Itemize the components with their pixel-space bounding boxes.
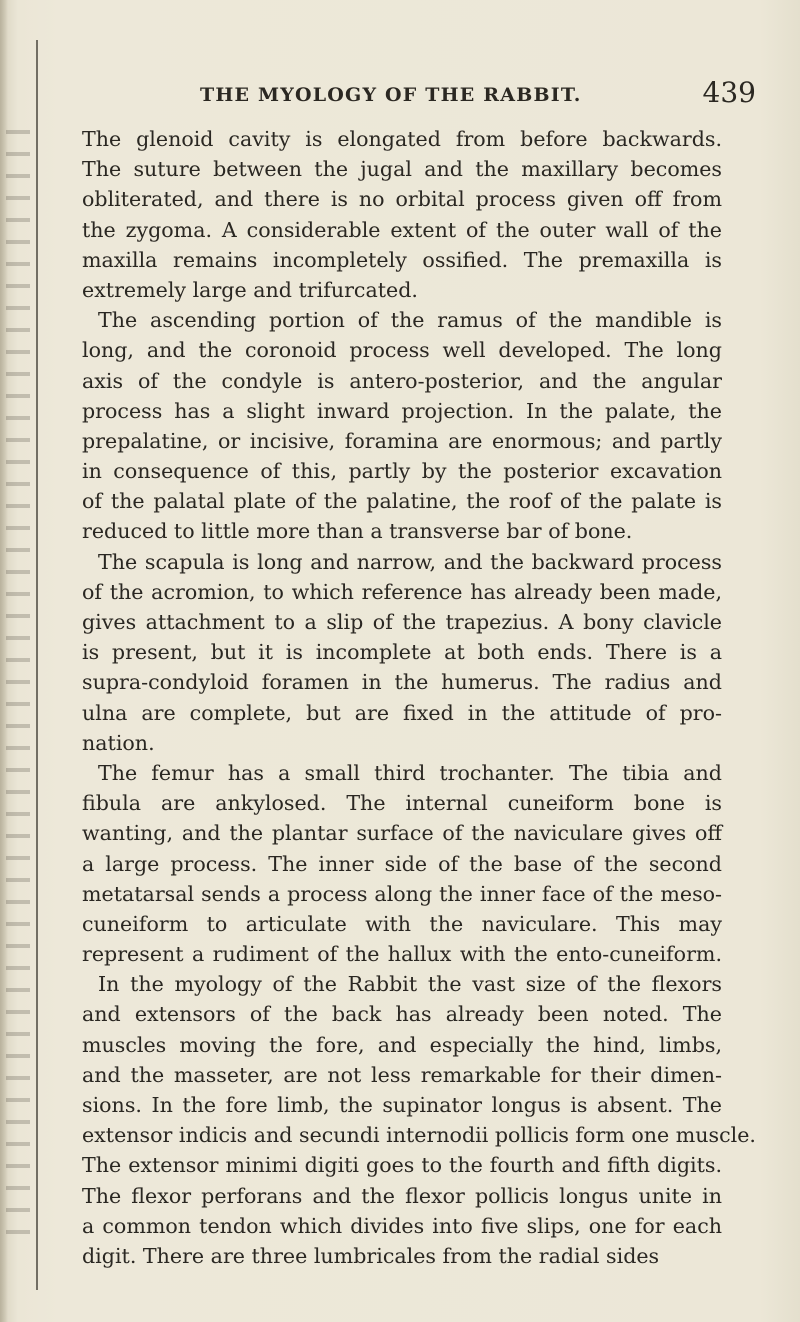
text-line: is present, but it is incomplete at both ends. There is a (82, 640, 722, 665)
text-line: the zygoma. A considerable extent of the outer wall of the (82, 217, 722, 242)
gutter-line (36, 40, 38, 1290)
text-line: nation. (82, 730, 155, 755)
text-line: supra-condyloid foramen in the humerus. The radius and (82, 670, 722, 695)
text-line: axis of the condyle is antero-posterior, and the angular (82, 368, 722, 393)
text-line: In the myology of the Rabbit the vast size of the flexors (98, 972, 722, 997)
text-line: metatarsal sends a process along the inner face of the meso- (82, 881, 722, 906)
text-line: extremely large and trifurcated. (82, 277, 418, 302)
text-line: The suture between the jugal and the maxillary becomes (82, 157, 722, 182)
text-line: cuneiform to articulate with the naviculare. This may (82, 911, 722, 936)
page-number: 439 (702, 76, 756, 109)
text-line: The extensor minimi digiti goes to the fourth and fifth digits. (82, 1153, 722, 1178)
text-line: prepalatine, or incisive, foramina are enormous; and partly (82, 428, 722, 453)
text-line: represent a rudiment of the hallux with the ento-cuneiform. (82, 942, 722, 967)
text-line: in consequence of this, partly by the posterior excavation (82, 459, 722, 484)
text-line: and the masseter, are not less remarkable for their dimen- (82, 1062, 722, 1087)
page-header (60, 76, 756, 118)
text-line: obliterated, and there is no orbital process given off from (82, 187, 722, 212)
facing-page-bleed (6, 130, 30, 1240)
text-line: The flexor perforans and the flexor pollicis longus unite in (82, 1183, 722, 1208)
text-line: The ascending portion of the ramus of the mandible is (98, 308, 722, 333)
text-line: digit. There are three lumbricales from the radial sides (82, 1243, 660, 1268)
text-line: fibula are ankylosed. The internal cuneiform bone is (82, 791, 722, 816)
text-line: and extensors of the back has already been noted. The (82, 1002, 722, 1027)
text-line: The scapula is long and narrow, and the backward process (98, 549, 722, 574)
text-line: maxilla remains incompletely ossified. The premaxilla is (82, 247, 722, 272)
text-line: sions. In the fore limb, the supinator longus is absent. The (82, 1093, 722, 1117)
text-line: of the palatal plate of the palatine, the roof of the palate is (82, 489, 722, 514)
text-line: gives attachment to a slip of the trapezius. A bony clavicle (82, 610, 722, 634)
text-line: ulna are complete, but are fixed in the attitude of pro- (82, 700, 722, 725)
text-line: muscles moving the fore, and especially the hind, limbs, (82, 1032, 722, 1057)
text-line: The glenoid cavity is elongated from before backwards. (82, 127, 722, 151)
text-line: wanting, and the plantar surface of the naviculare gives off (82, 821, 722, 846)
text-line: a large process. The inner side of the base of the second (82, 851, 722, 876)
text-line: The femur has a small third trochanter. The tibia and (98, 760, 722, 785)
text-line: long, and the coronoid process well developed. The long (82, 338, 722, 363)
text-line: process has a slight inward projection. In the palate, the (82, 398, 722, 423)
body-text (82, 124, 756, 1271)
running-title: THE MYOLOGY OF THE RABBIT. (200, 84, 582, 106)
text-line: extensor indicis and secundi internodii pollicis form one muscle. (82, 1123, 756, 1148)
text-line: a common tendon which divides into five slips, one for each (82, 1213, 722, 1238)
text-line: reduced to little more than a transverse bar of bone. (82, 519, 633, 544)
text-line: of the acromion, to which reference has already been made, (82, 579, 722, 604)
